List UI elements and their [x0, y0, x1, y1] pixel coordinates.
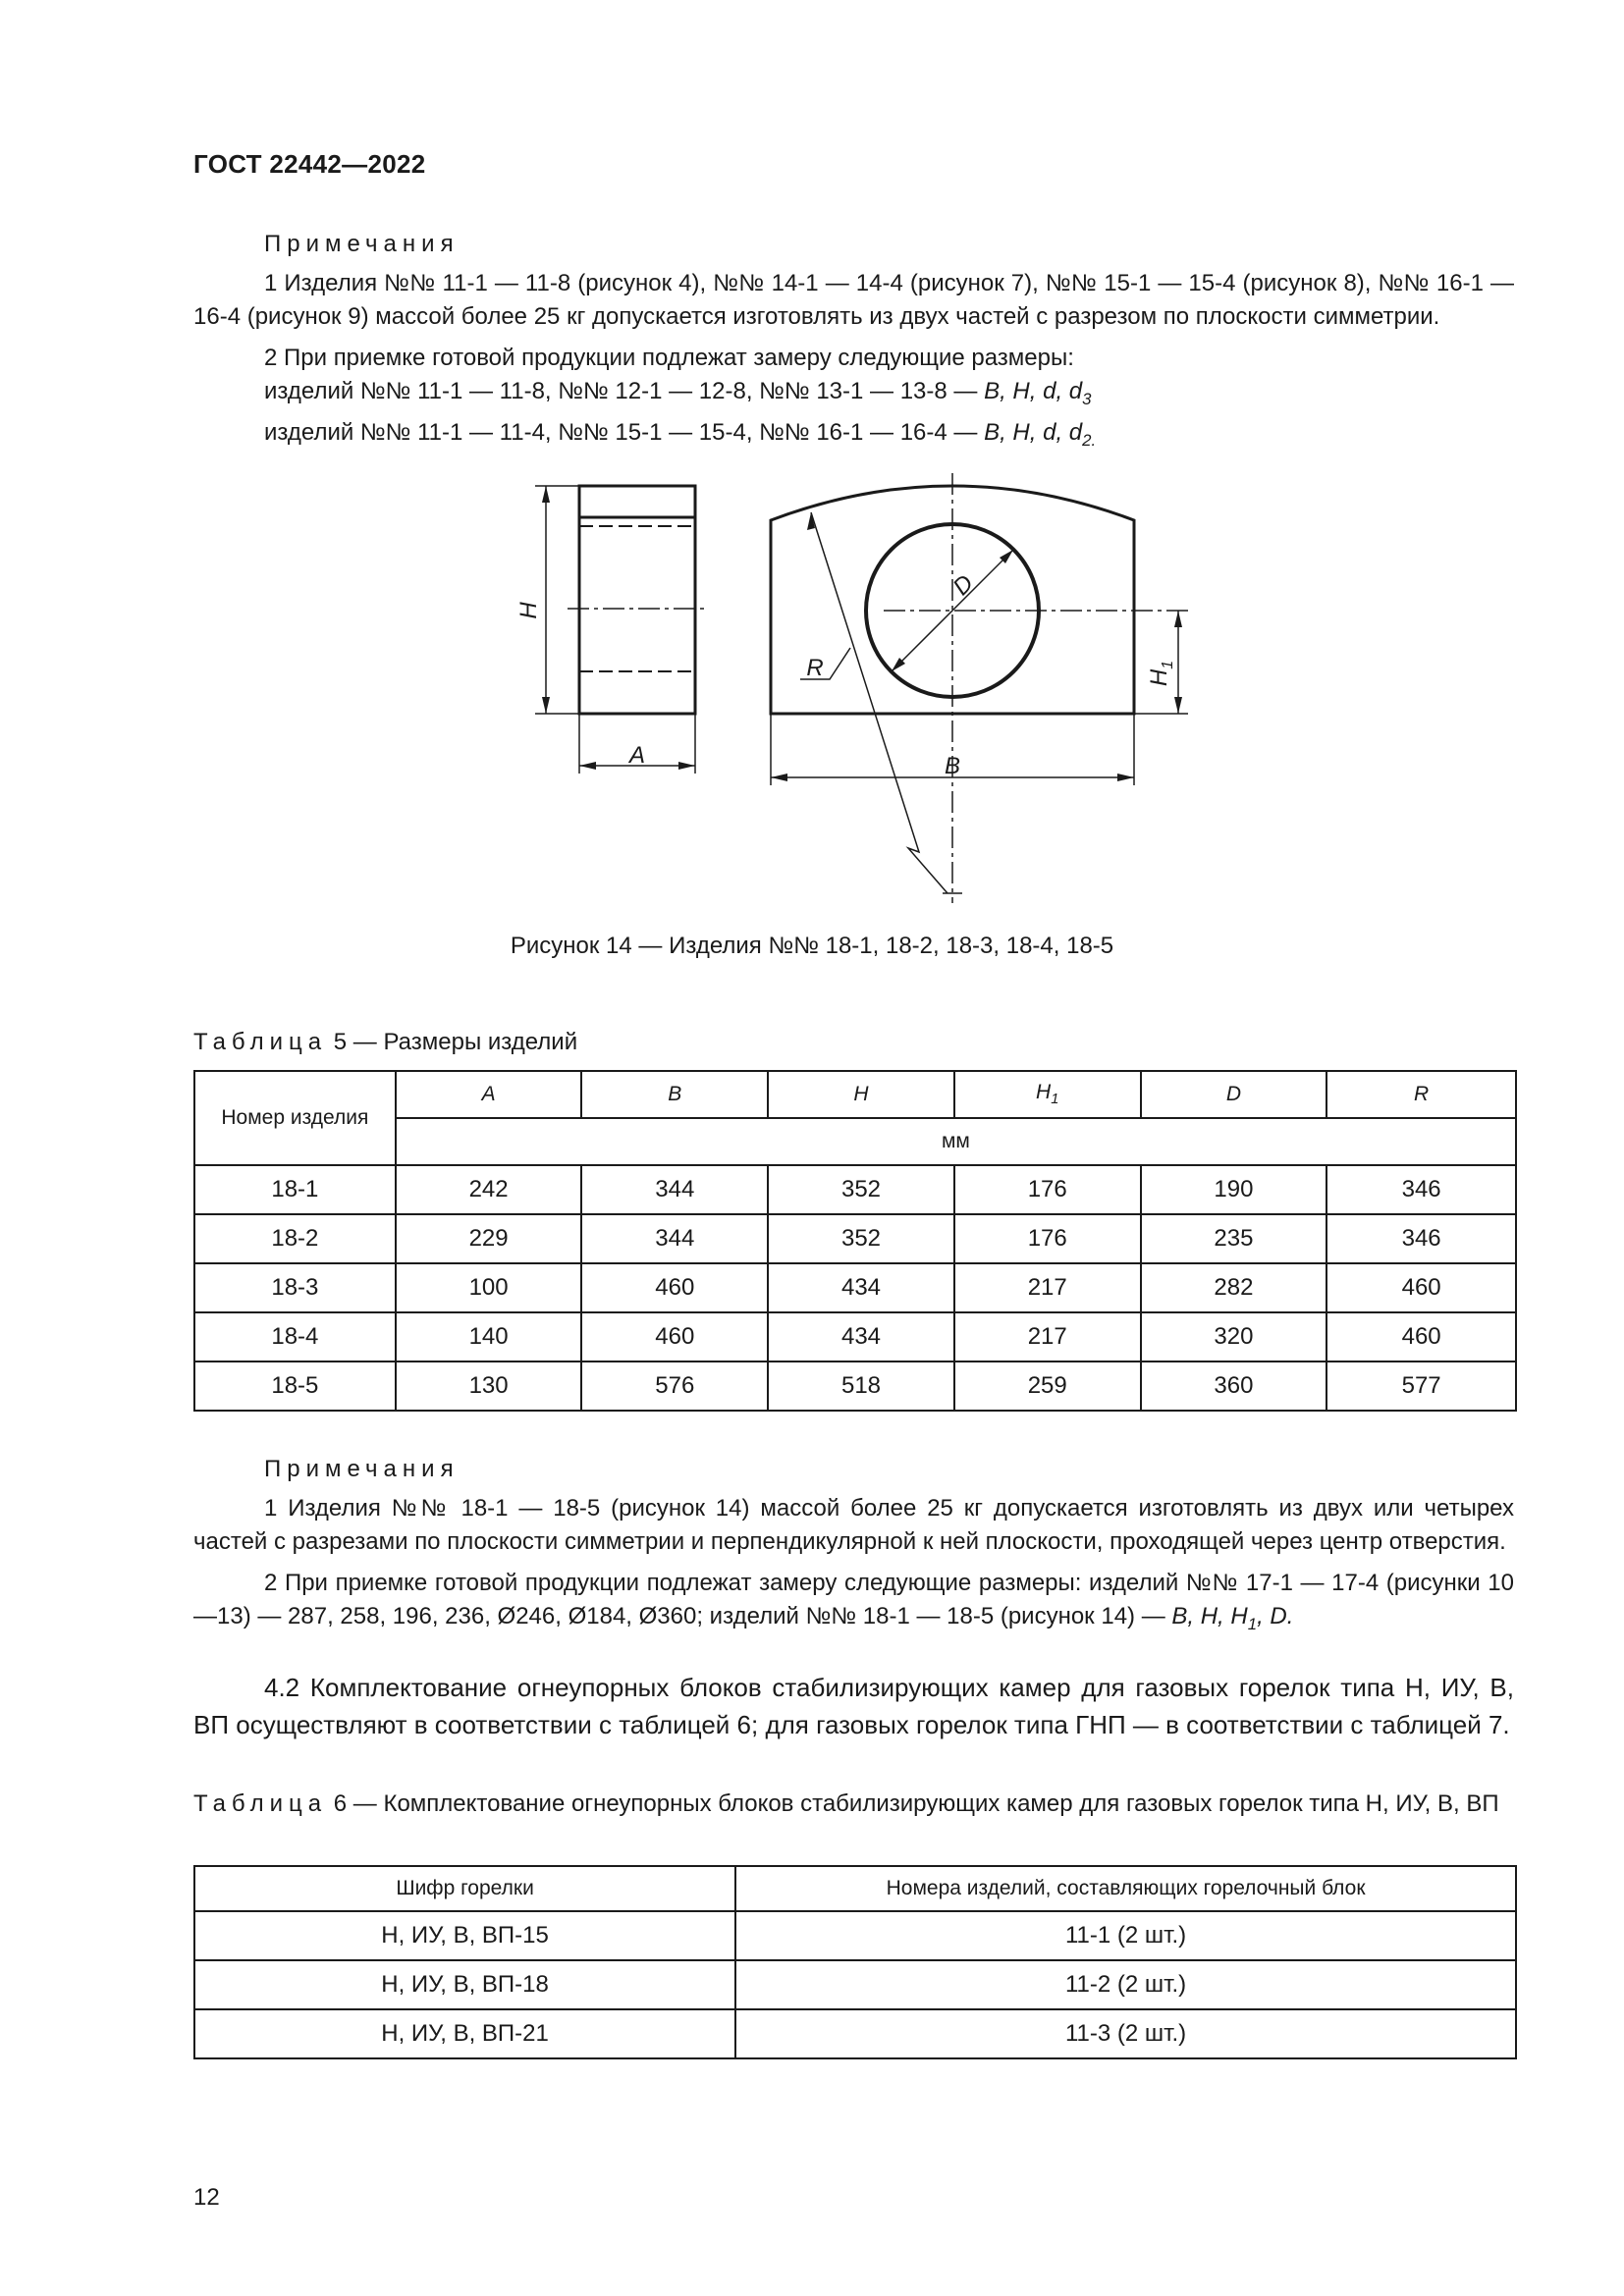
table-row: 18-1 242 344 352 176 190 346 [194, 1165, 1516, 1214]
document-header: ГОСТ 22442—2022 [193, 149, 426, 179]
note-1: 1 Изделия №№ 18-1 — 18-5 (рисунок 14) массой более 25 кг допускается изготовлять из двух или четырех частей с разрезами по плоскости симметрии и перпендикулярной к ней плоскости, проходящей через центр отверстия. [193, 1495, 1514, 1555]
table-5 [193, 1070, 1517, 1412]
label-D: D [947, 569, 979, 601]
table-5-unit: мм [396, 1118, 1516, 1165]
label-B: B [944, 753, 961, 779]
paragraph-4-2: 4.2 Комплектование огнеупорных блоков стабилизирующих камер для газовых горелок типа Н, ИУ, В, ВП осуществляют в соответствии с таблицей 6; для газовых горелок типа ГНП — в соответствии с таблицей 7. [193, 1673, 1514, 1739]
table-6-caption: Таблица 6 — Комплектование огнеупорных блоков стабилизирующих камер для газовых горелок типа Н, ИУ, В, ВП [193, 1790, 1499, 1817]
note-2-line-1: изделий №№ 11-1 — 11-8, №№ 12-1 — 12-8, №№ 13-1 — 13-8 — B, H, d, $d_3$ [264, 378, 1092, 408]
page-number: 12 [193, 2184, 220, 2211]
table-5-col-R: R [1326, 1071, 1516, 1118]
table-5-head-number: Номер изделия [194, 1071, 396, 1165]
table-6-col-items: Номера изделий, составляющих горелочный блок [735, 1866, 1516, 1911]
label-A: A [628, 742, 646, 769]
notes-title: Примечания [264, 231, 460, 257]
table-row: Н, ИУ, В, ВП-18 11-2 (2 шт.) [194, 1960, 1516, 2009]
table-5-col-D: D [1141, 1071, 1327, 1118]
label-H1: $H_1$ [1146, 660, 1176, 687]
table-5-caption: Таблица 5 — Размеры изделий [193, 1029, 578, 1055]
notes-title: Примечания [264, 1456, 460, 1482]
label-R: R [806, 655, 824, 681]
table-row: 18-2 229 344 352 176 235 346 [194, 1214, 1516, 1263]
table-row: 18-5 130 576 518 259 360 577 [194, 1362, 1516, 1411]
table-row: Н, ИУ, В, ВП-21 11-3 (2 шт.) [194, 2009, 1516, 2058]
table-5-col-H: H [768, 1071, 954, 1118]
table-6 [193, 1865, 1517, 2059]
label-H: H [515, 602, 542, 619]
note-2-line-2: изделий №№ 11-1 — 11-4, №№ 15-1 — 15-4, №№ 16-1 — 16-4 — B, H, d, $d_{2.}$ [264, 418, 1097, 450]
notes-block-2 [193, 1453, 1514, 1641]
table-row: 18-4 140 460 434 217 320 460 [194, 1312, 1516, 1362]
table-5-col-B: B [581, 1071, 768, 1118]
table-6-col-code: Шифр горелки [194, 1866, 735, 1911]
note-1: 1 Изделия №№ 11-1 — 11-8 (рисунок 4), №№ 14-1 — 14-4 (рисунок 7), №№ 15-1 — 15-4 (рисунок 8), №№ 16-1 — 16-4 (рисунок 9) массой более 25 кг допускается изготовлять из двух частей с разрезом по плоскости симметрии. [193, 270, 1514, 330]
notes-block-1 [193, 228, 1514, 457]
table-row: Н, ИУ, В, ВП-15 11-1 (2 шт.) [194, 1911, 1516, 1960]
note-2: 2 При приемке готовой продукции подлежат замеру следующие размеры: изделий №№ 17-1 — 17-4 (рисунки 10—13) — 287, 258, 196, 236, Ø246, Ø184, Ø360; изделий №№ 18-1 — 18-5 (рисунок 14) — B, H, $H_1$, D. [193, 1570, 1514, 1633]
side-view-outline [579, 486, 695, 714]
table-5-col-H1: $H_1$ [954, 1071, 1141, 1118]
figure-caption: Рисунок 14 — Изделия №№ 18-1, 18-2, 18-3, 18-4, 18-5 [510, 933, 1114, 959]
figure-14-drawing [0, 461, 1624, 923]
table-5-col-A: A [396, 1071, 582, 1118]
note-2-intro: 2 При приемке готовой продукции подлежат замеру следующие размеры: [264, 345, 1074, 371]
table-row: 18-3 100 460 434 217 282 460 [194, 1263, 1516, 1312]
